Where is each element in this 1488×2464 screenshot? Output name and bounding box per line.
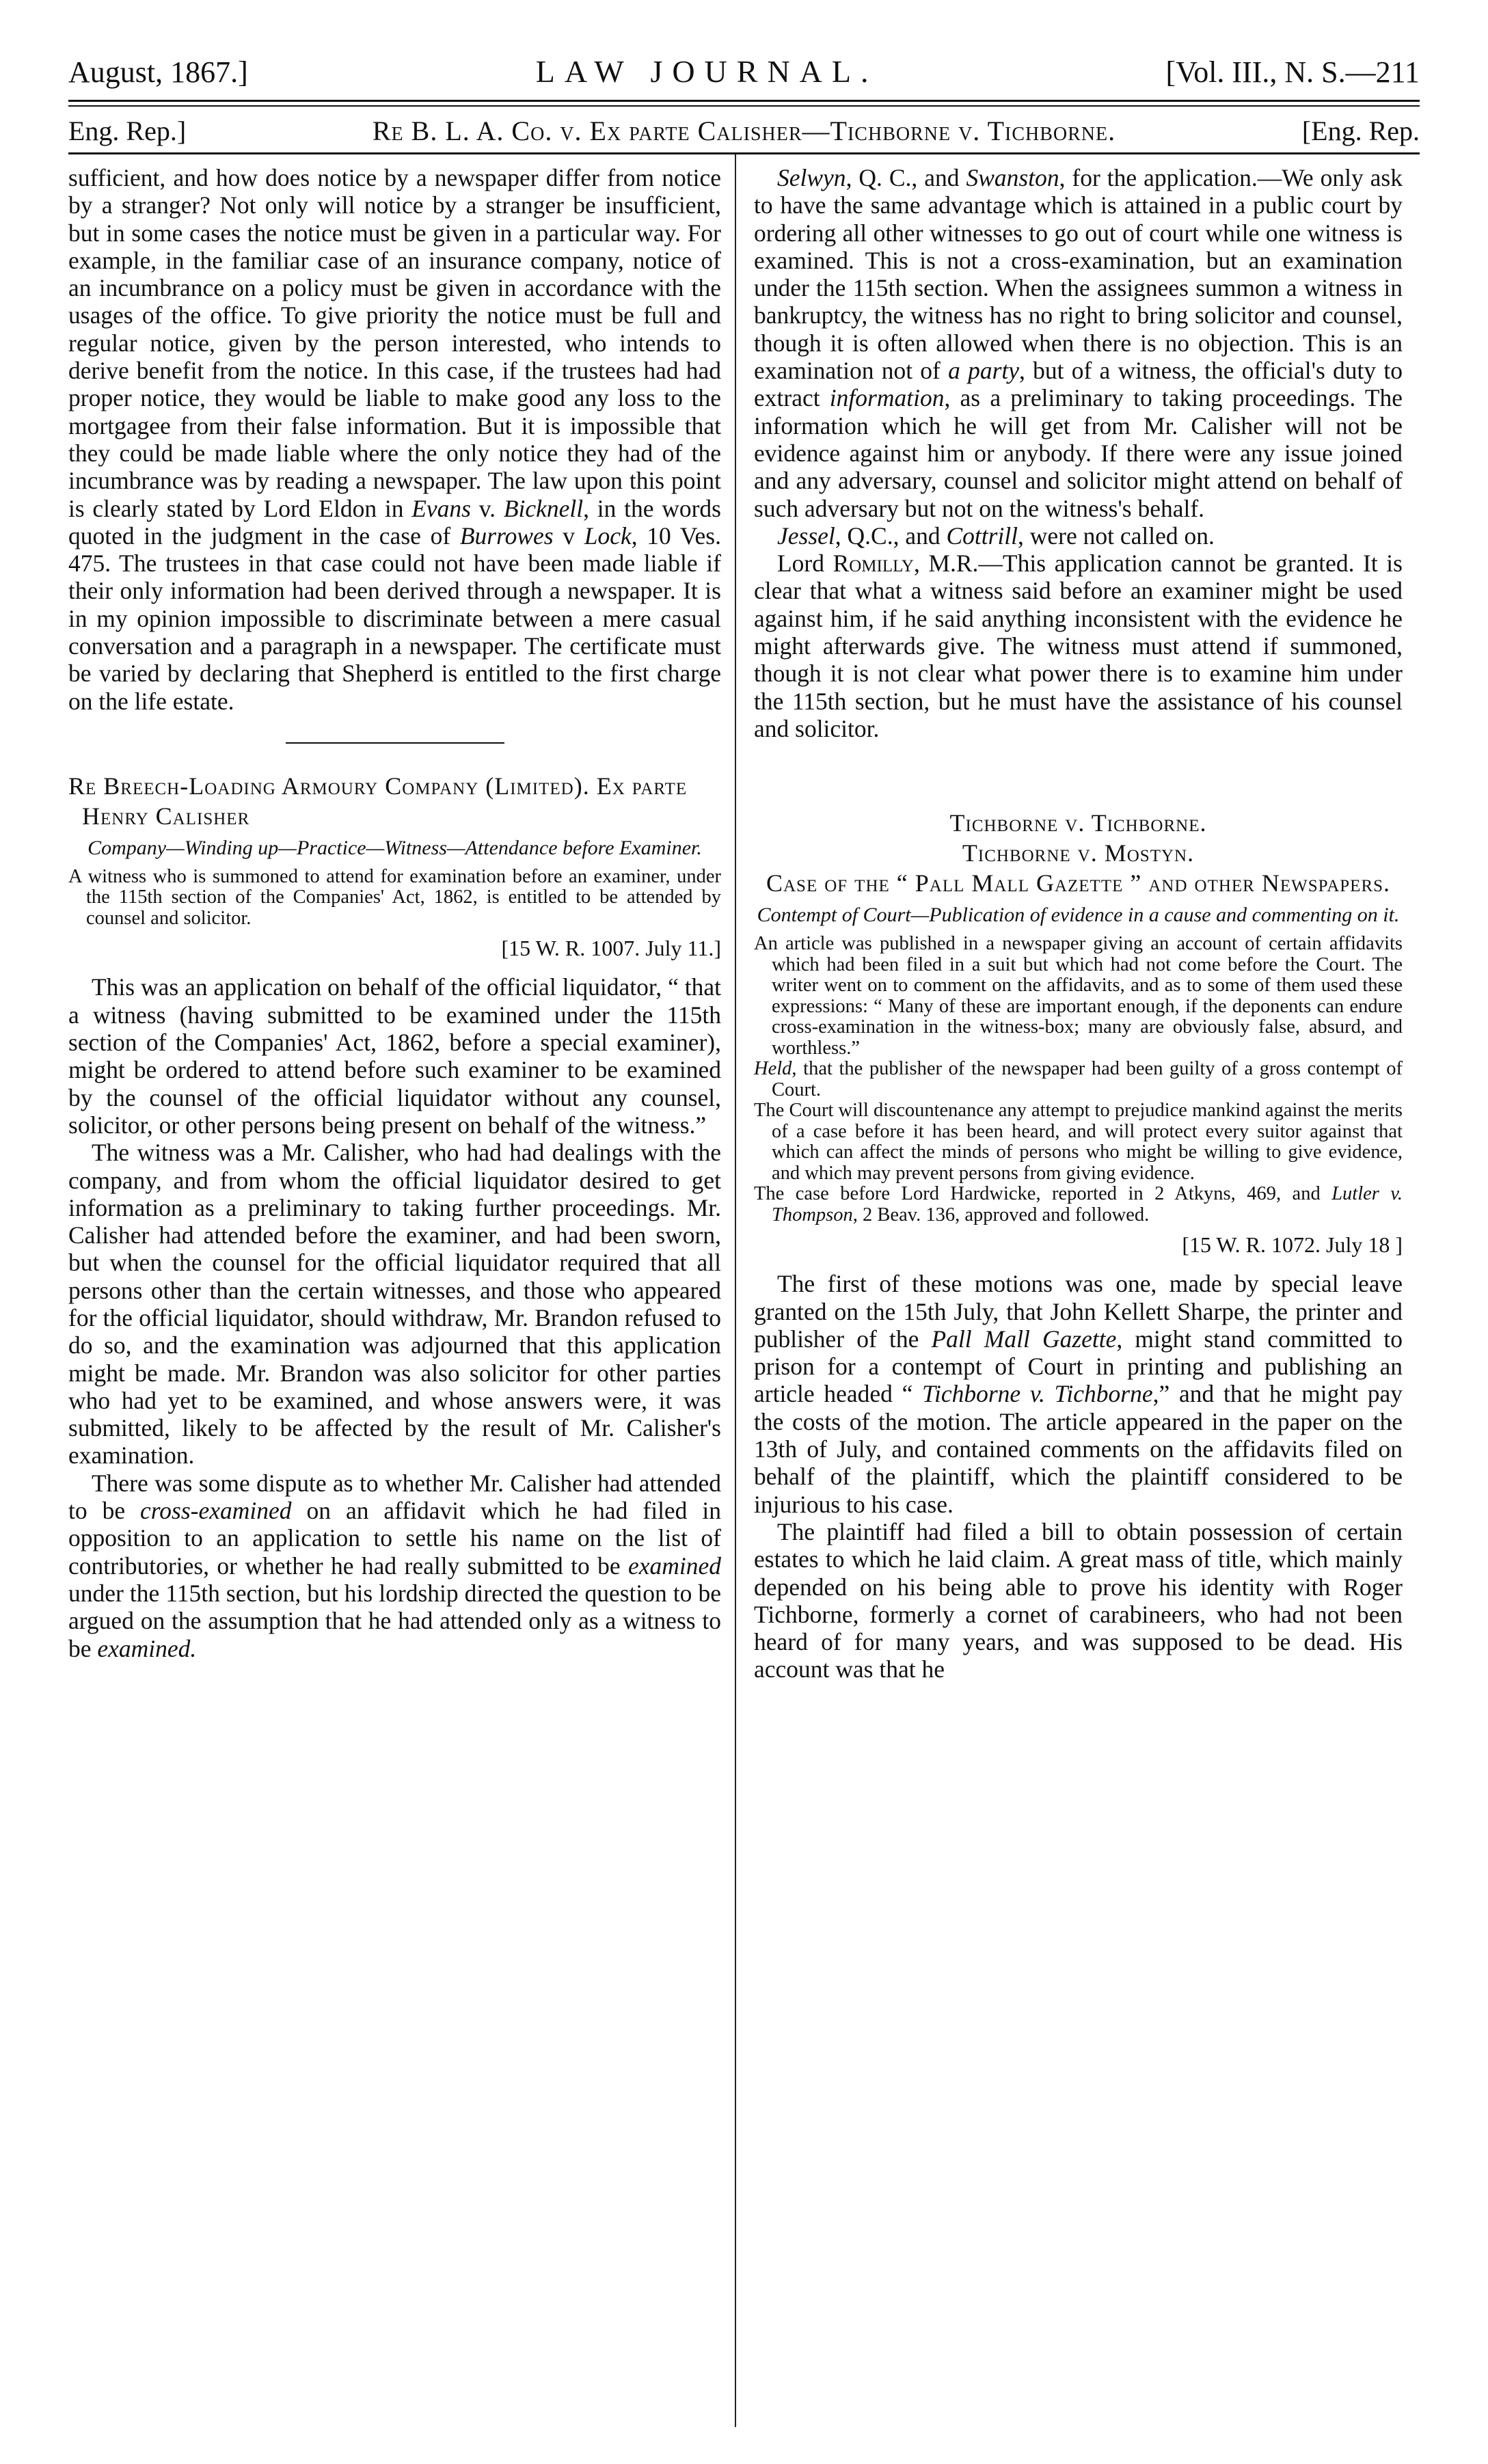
- catchwords: Contempt of Court—Publication of evidence in a cause and commenting on it.: [757, 904, 1400, 927]
- section-rule: [286, 742, 504, 744]
- catchwords: Company—Winding up—Practice—Witness—Attendance before Examiner.: [87, 836, 702, 859]
- paragraph: This was an application on behalf of the official liquidator, “ that a witness (having submitted to be examined under the 115th section of the Companies' Act, 1862, before a special examiner), might be ordered to attend before such examiner to be examined by the counsel of the official liquidator without any counsel, solicitor, or other persons being present on behalf of the witness.”: [68, 973, 721, 1139]
- headnote: An article was published in a newspaper giving an account of certain affidavits which had been filed in a suit but which had not come before the Court. The writer went on to comment on the affidavits, and as to some of them used these expressions: “ Many of these are important enough, if the deponents can endure cross-examination in the witness-box; many are obviously false, absurd, and worthless.”: [754, 933, 1403, 1059]
- sub-header-right: [Eng. Rep.: [1301, 116, 1420, 146]
- paragraph: sufficient, and how does notice by a newspaper differ from notice by a stranger? Not only will notice by a stranger be insufficient, but in some cases the notice must be given in a particular way. For example, in the familiar case of an insurance company, notice of an incumbrance on a policy must be given in accordance with the usages of the office. To give priority the notice must be full and regular notice, given by the person interested, who intends to derive benefit from the notice. In this case, if the trustees had had proper notice, they would be liable to make good any loss to the mortgagee from their false information. But it is impossible that they could be made liable where the only notice they had of the incumbrance was by reading a newspaper. The law upon this point is clearly stated by Lord Eldon in Evans v. Bicknell, in the words quoted in the judgment in the case of Burrowes v Lock, 10 Ves. 475. The trustees in that case could not have been made liable if their only information had been derived through a newspaper. It is in my opinion impossible to discriminate between a mere casual conversation and a paragraph in a newspaper. The certificate must be varied by declaring that Shepherd is entitled to the first charge on the life estate.: [68, 164, 721, 715]
- headnote: Held, that the publisher of the newspaper had been guilty of a gross contempt of Court.: [754, 1058, 1403, 1100]
- headnote: The Court will discountenance any attempt to prejudice mankind against the merits of a case before it has been heard, and will protect every suitor against that which can affect the minds of persons who might be willing to give evidence, and which may prevent persons from giving evidence.: [754, 1100, 1403, 1184]
- sub-header-left: Eng. Rep.]: [68, 116, 187, 146]
- paragraph: There was some dispute as to whether Mr. Calisher had attended to be cross-examined on an affidavit which he had filed in opposition to an application to settle his name on the list of contributories, or whether he had really submitted to be examined under the 115th section, but his lordship directed the question to be argued on the assumption that he had attended only as a witness to be examined.: [68, 1469, 722, 1662]
- header-double-rule: [68, 100, 1420, 107]
- paragraph: Jessel, Q.C., and Cottrill, were not called on.: [777, 522, 1215, 550]
- sub-header: [68, 107, 1420, 152]
- left-column: [68, 154, 735, 2431]
- two-column-body: [68, 154, 1420, 2431]
- case-title: Tichborne v. Mostyn.: [962, 839, 1195, 867]
- case-title: Re Breech-Loading Armoury Company (Limited). Ex parte Henry Calisher: [68, 772, 688, 830]
- paragraph: The plaintiff had filed a bill to obtain possession of certain estates to which he laid claim. A great mass of title, which mainly depended on his being able to prove his identity with Roger Tichborne, formerly a cornet of carabineers, who had not been heard of for many years, and was supposed to be dead. His account was that he: [754, 1517, 1403, 1683]
- case-title: Tichborne v. Tichborne.: [949, 809, 1207, 837]
- running-header: [68, 53, 1420, 96]
- right-column: [736, 154, 1403, 2431]
- report-citation: [15 W. R. 1072. July 18 ]: [1182, 1232, 1403, 1258]
- paragraph: The first of these motions was one, made by special leave granted on the 15th July, that John Kellett Sharpe, the printer and publisher of the Pall Mall Gazette, might stand committed to prison for a contempt of Court in printing and publishing an article headed “ Tichborne v. Tichborne,” and that he might pay the costs of the motion. The article appeared in the paper on the 13th of July, and contained comments on the affidavits filed on behalf of the plaintiff, which the plaintiff considered to be injurious to his case.: [754, 1270, 1403, 1518]
- paragraph: Selwyn, Q. C., and Swanston, for the application.—We only ask to have the same advantage which is attained in a public court by ordering all other witnesses to go out of court while one witness is examined. This is not a cross-examination, but an examination under the 115th section. When the assignees summon a witness in bankruptcy, the witness has no right to bring solicitor and counsel, though it is often allowed when there is no objection. This is an examination not of a party, but of a witness, the official's duty to extract information, as a preliminary to taking proceedings. The information which he will get from Mr. Calisher will not be evidence against him or anybody. If there were any issue joined and any adversary, counsel and solicitor might attend on behalf of such adversary but not on the witness's behalf.: [754, 164, 1403, 522]
- report-citation: [15 W. R. 1007. July 11.]: [501, 936, 721, 961]
- headnote: A witness who is summoned to attend for examination before an examiner, under the 115th section of the Companies' Act, 1862, is entitled to be attended by counsel and solicitor.: [68, 865, 721, 929]
- case-title: Case of the “ Pall Mall Gazette ” and other Newspapers.: [766, 869, 1391, 897]
- paragraph: The witness was a Mr. Calisher, who had had dealings with the company, and from whom the official liquidator desired to get information as a preliminary to taking further proceedings. Mr. Calisher had attended before the examiner, and had been sworn, but when the counsel for the official liquidator required that all persons other than the certain witnesses, and those who appeared for the official liquidator, should withdraw, Mr. Brandon refused to do so, and the examination was adjourned that this application might be made. Mr. Brandon was also solicitor for other parties who had yet to be examined, and whose answers were, it was submitted, likely to be affected by the result of Mr. Calisher's examination.: [68, 1139, 721, 1470]
- header-volume: [Vol. III., N. S.—211: [1165, 55, 1420, 89]
- journal-title: LAW JOURNAL.: [535, 54, 878, 89]
- header-date: August, 1867.]: [68, 55, 248, 89]
- paragraph: Lord Romilly, M.R.—This application cannot be granted. It is clear that what a witness said before an examiner might be used against him, if he said anything inconsistent with the evidence he might afterwards give. The witness must attend if summoned, though it is not clear what power there is to examine him under the 115th section, but he must have the assistance of his counsel and solicitor.: [754, 550, 1403, 742]
- headnote: The case before Lord Hardwicke, reported in 2 Atkyns, 469, and Lutler v. Thompson, 2 Beav. 136, approved and followed.: [754, 1183, 1403, 1226]
- sub-header-case-names: Re B. L. A. Co. v. Ex parte Calisher—Tichborne v. Tichborne.: [372, 116, 1116, 146]
